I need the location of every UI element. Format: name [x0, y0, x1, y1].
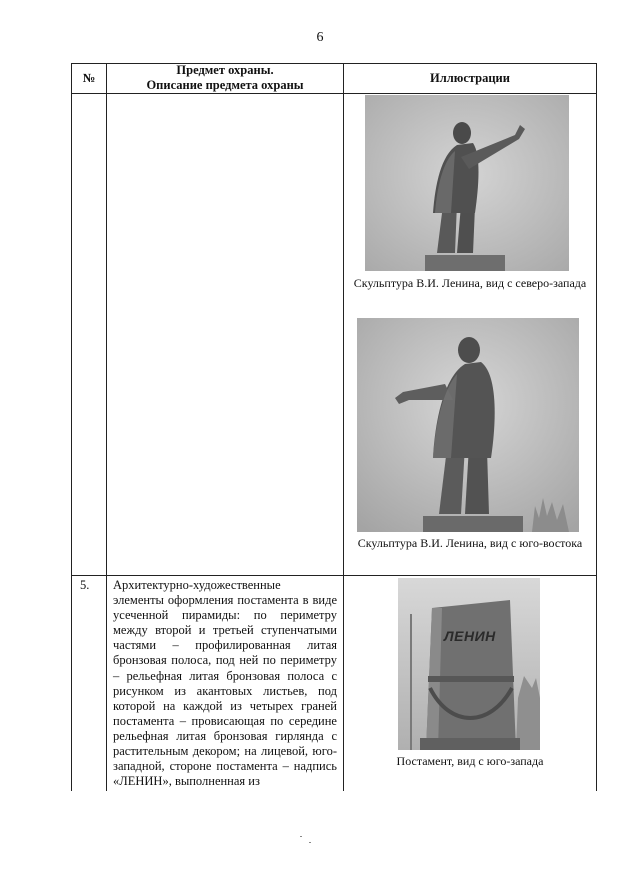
table-col-divider-2	[343, 63, 344, 791]
pedestal-inscription: ЛЕНИН	[444, 628, 496, 644]
table-border-right	[596, 63, 597, 791]
table-border-left	[71, 63, 72, 791]
row-number: 5.	[80, 578, 90, 592]
scan-speck	[300, 836, 302, 837]
table-header-divider	[71, 93, 597, 94]
pedestal-southwest-photo	[398, 578, 540, 750]
protection-subject-description	[113, 578, 337, 789]
description-first-line: Архитектурно-художественные	[113, 578, 281, 592]
table-col-divider-1	[106, 63, 107, 791]
photo-caption-southeast: Скульптура В.И. Ленина, вид с юго-востока	[357, 536, 583, 550]
header-illustrations: Иллюстрации	[430, 71, 510, 85]
header-number: №	[82, 71, 96, 85]
scan-speck	[309, 842, 311, 843]
table-row-divider	[71, 575, 597, 576]
page-number: 6	[316, 30, 324, 45]
description-body: элементы оформления постамента в виде усеченной пирамиды: по периметру между второй и третьей ступенчатыми частями – профилированная литая бронзовая полоса, под ней по периметру – рельефная литая бронзовая полоса с рисунком из акантовых листьев, под которой на каждой из четырех граней постамента – провисающая по середине рельефная литая бронзовая гирлянда с растительным декором; на лицевой, юго-западной, стороне постамента – надпись «ЛЕНИН», выполненная из	[113, 593, 337, 789]
photo-caption-pedestal: Постамент, вид с юго-запада	[396, 754, 544, 768]
lenin-statue-northwest-photo	[365, 95, 569, 271]
lenin-statue-southeast-photo	[357, 318, 579, 532]
header-subject	[107, 63, 343, 93]
header-subject-line2: Описание предмета охраны	[146, 78, 304, 92]
header-subject-line1: Предмет охраны.	[176, 63, 274, 77]
photo-caption-northwest: Скульптура В.И. Ленина, вид с северо-запада	[353, 276, 587, 290]
